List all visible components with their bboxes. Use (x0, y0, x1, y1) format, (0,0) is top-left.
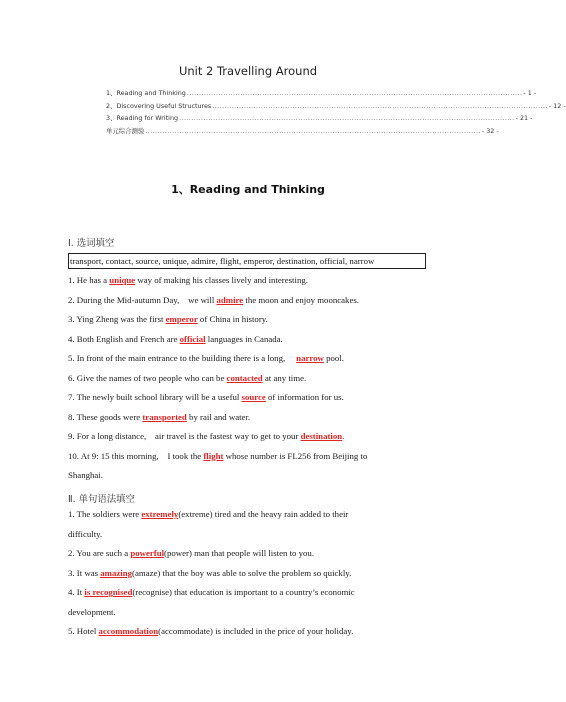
exercise-line: 1. He has a unique way of making his classes lively and interesting. (68, 275, 308, 285)
exercise-line: 8. These goods were transported by rail and water. (68, 411, 251, 422)
exercise-line-continuation: difficulty. (68, 528, 103, 539)
exercise-line: 4. Both English and French are official languages in Canada. (68, 333, 283, 344)
exercise-line: 4. It is recognised(recognise) that education is important to a country’s economic (68, 587, 355, 597)
exercise-line: 1. The soldiers were extremely(extreme) tired and the heavy rain added to their (68, 509, 349, 519)
exercise-line: 6. Give the names of two people who can be contacted at any time. (68, 372, 307, 383)
answer-text: powerful (130, 548, 165, 558)
toc-entry-title: 1、Reading and Thinking (106, 89, 186, 97)
toc-entry[interactable] (106, 113, 533, 126)
answer-text: destination (300, 431, 343, 441)
toc-entry-page: - 32 - (481, 126, 499, 135)
document-title: Unit 2 Travelling Around (178, 64, 318, 78)
exercise-line: 5. Hotel accommodation(accommodate) is included in the price of your holiday. (68, 626, 354, 636)
answer-text: emperor (165, 314, 198, 324)
answer-text: accommodation (98, 626, 159, 636)
answer-text: extremely (141, 509, 179, 519)
exercise-line-continuation: development. (68, 606, 116, 617)
part-2-label: Ⅱ. 单句语法填空 (68, 494, 135, 505)
exercise-line: 3. It was amazing(amaze) that the boy was able to solve the problem so quickly. (68, 567, 352, 578)
toc-entry-title: 3、Reading for Writing (106, 114, 179, 122)
toc-entry-page: - 21 - (515, 114, 533, 122)
answer-text: official (179, 333, 206, 344)
toc-entry-title: 2、Discovering Useful Structures (106, 101, 212, 110)
exercise-line: 9. For a long distance, air travel is the fastest way to get to your destination. (68, 431, 345, 441)
toc-entry-page: - 1 - (523, 89, 537, 97)
part-1-label: Ⅰ. 选词填空 (68, 238, 115, 249)
toc-leader-dots: .......................................................................................................................................... (145, 126, 481, 135)
toc-entry[interactable] (106, 88, 537, 101)
toc-entry-title: 单元综合测验 (106, 126, 145, 135)
part-2-exercise-list (68, 505, 428, 642)
toc-leader-dots: .......................................................................................................................................... (212, 101, 548, 110)
toc-entry-page: - 12 - (548, 101, 566, 110)
answer-text: amazing (100, 567, 133, 578)
table-of-contents (106, 88, 566, 138)
toc-leader-dots: .......................................................................................................................................... (186, 89, 523, 97)
answer-text: transported (142, 411, 187, 422)
exercise-line: 2. You are such a powerful(power) man that people will listen to you. (68, 548, 315, 558)
answer-text: narrow (296, 353, 324, 363)
exercise-line: 10. At 9: 15 this morning, I took the flight whose number is FL256 from Beijing to (68, 450, 368, 461)
answer-text: is recognised (84, 587, 133, 597)
toc-entry[interactable] (106, 126, 499, 139)
answer-text: contacted (226, 372, 263, 383)
answer-text: source (241, 392, 266, 402)
exercise-line: 5. In front of the main entrance to the building there is a long, narrow pool. (68, 353, 344, 363)
section-heading: 1、Reading and Thinking (171, 183, 325, 196)
exercise-line: 2. During the Mid-autumn Day, we will admire the moon and enjoy mooncakes. (68, 294, 359, 305)
exercise-line: 3. Ying Zheng was the first emperor of China in history. (68, 314, 268, 324)
answer-text: admire (216, 294, 244, 305)
exercise-line: 7. The newly built school library will be a useful source of information for us. (68, 392, 344, 402)
exercise-line-continuation: Shanghai. (68, 470, 103, 480)
answer-text: unique (109, 275, 136, 285)
part-1-exercise-list (68, 271, 428, 486)
word-bank-box: transport, contact, source, unique, admire, flight, emperor, destination, official, narrow (68, 253, 426, 269)
toc-leader-dots: .......................................................................................................................................... (179, 114, 515, 122)
toc-entry[interactable] (106, 101, 566, 114)
answer-text: flight (203, 450, 224, 461)
